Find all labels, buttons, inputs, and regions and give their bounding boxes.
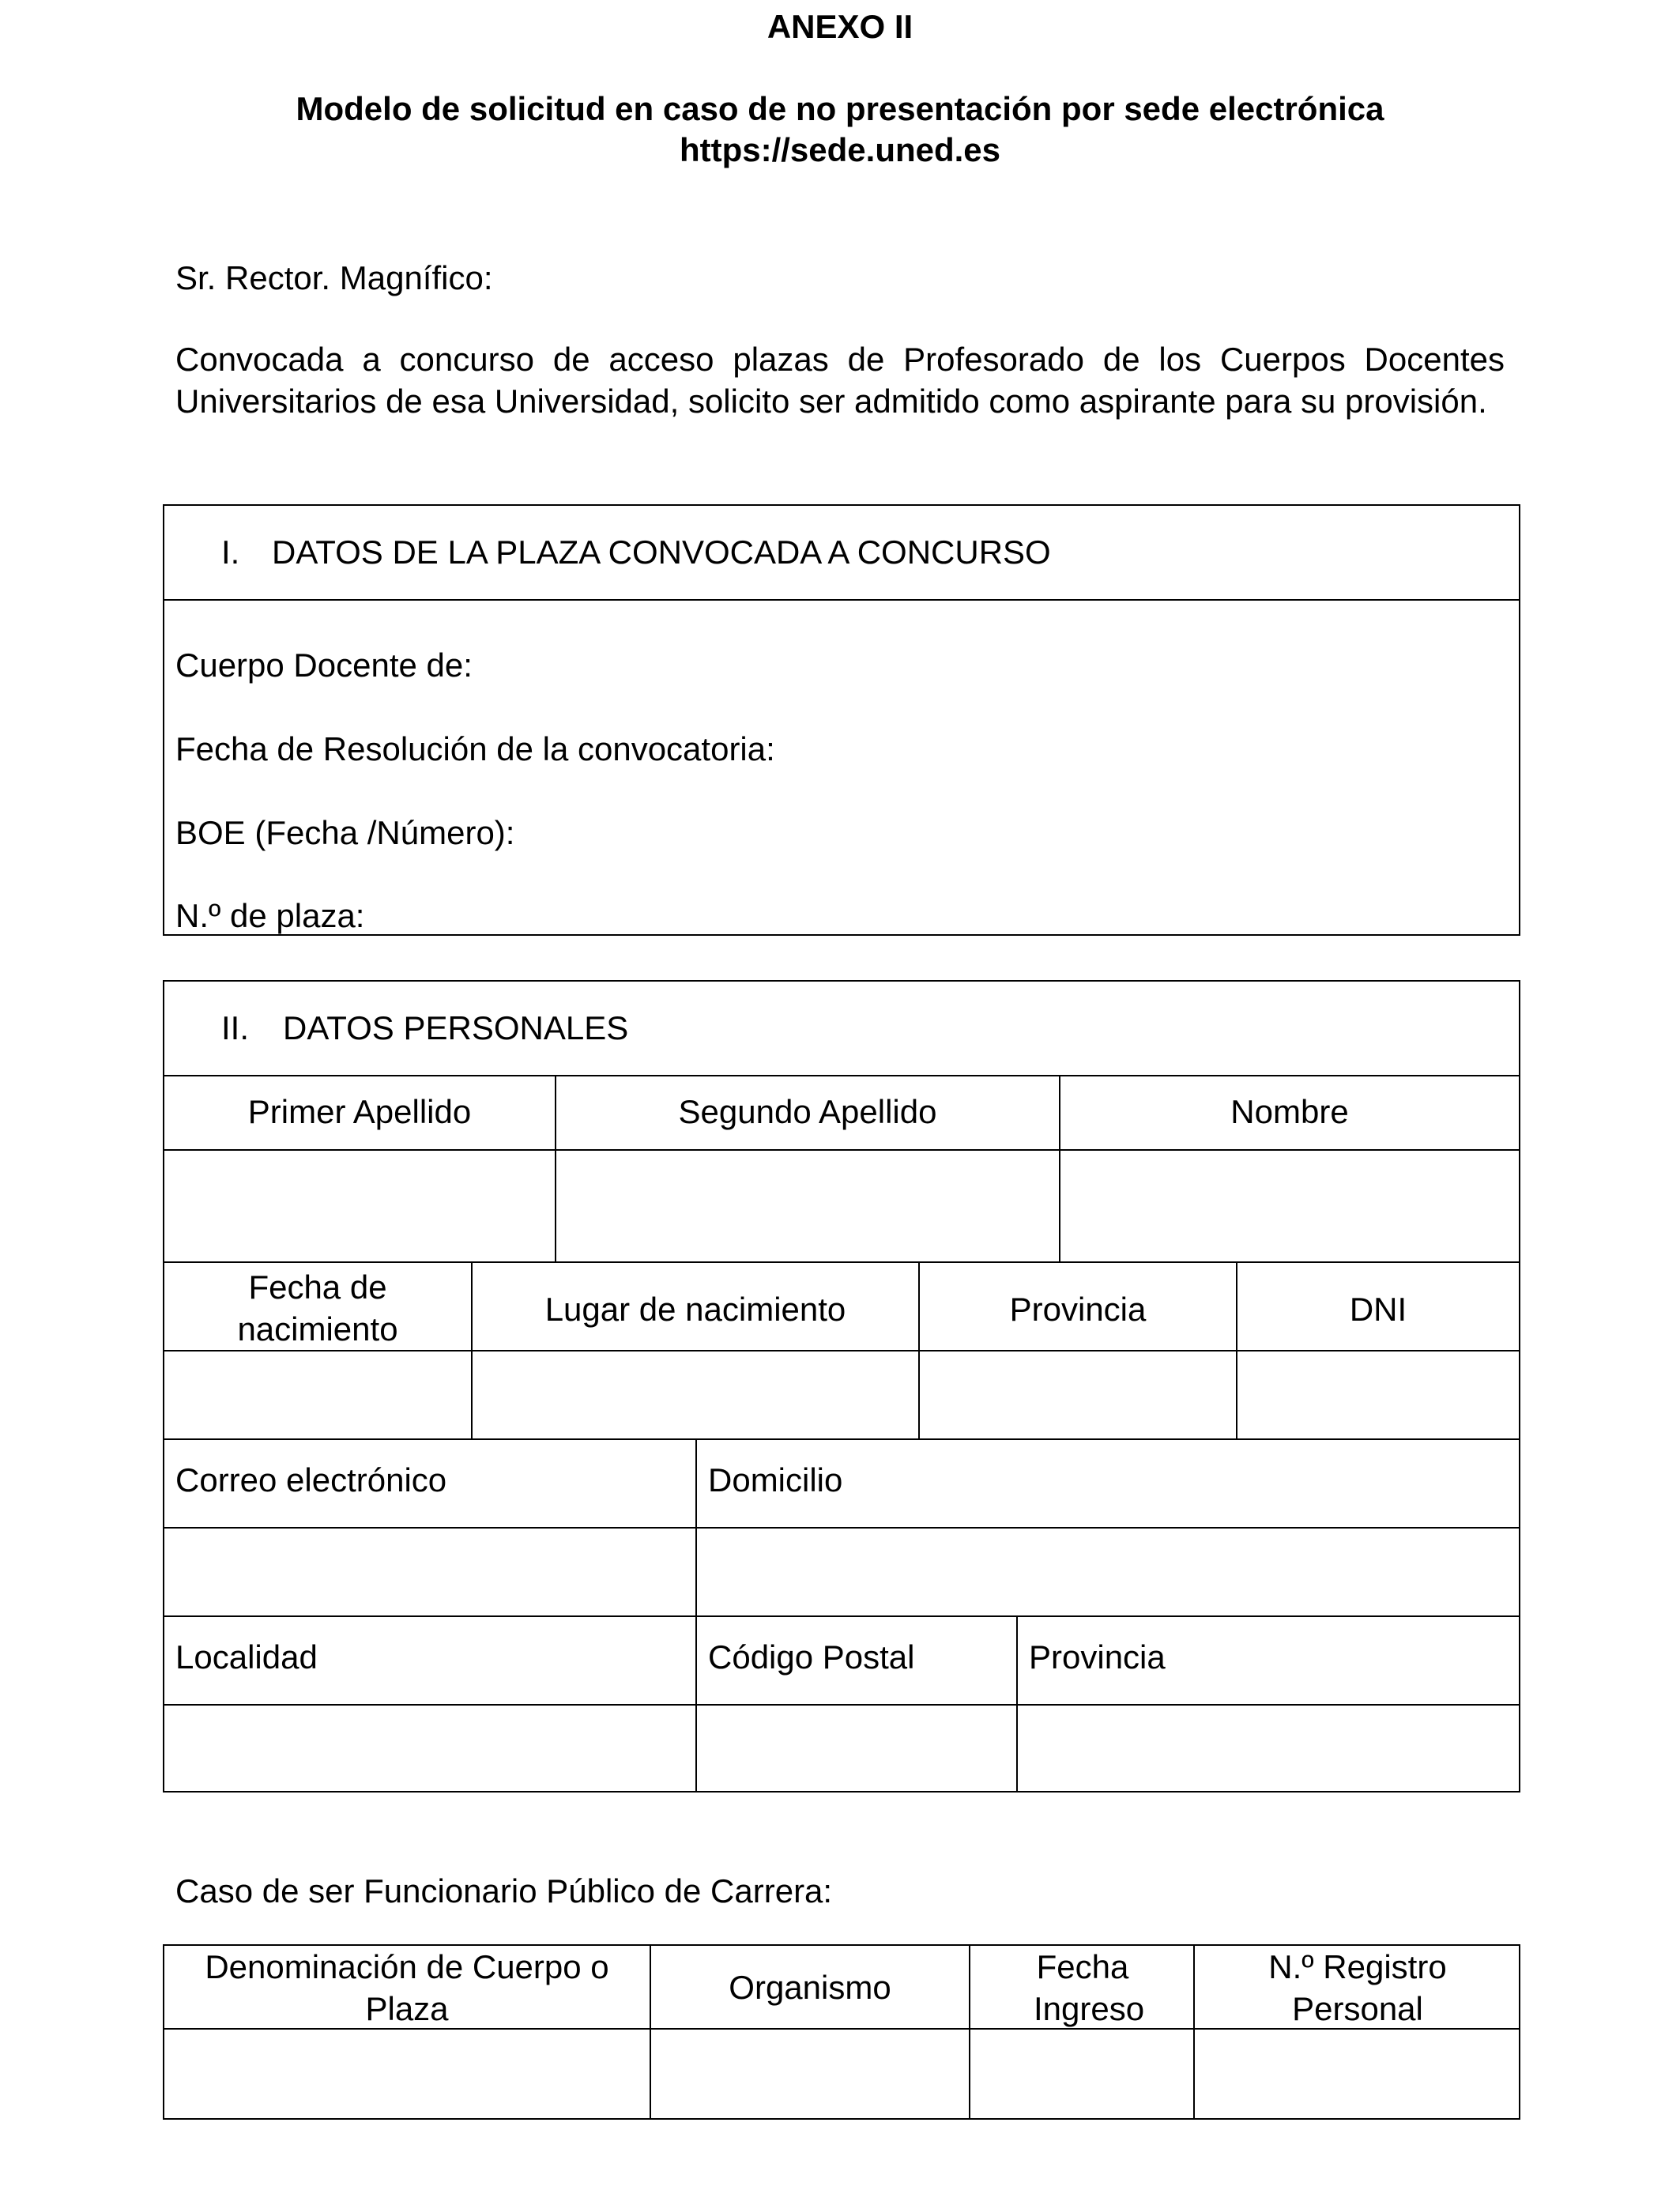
header-provincia-domicilio: Provincia [1029, 1638, 1166, 1676]
input-fecha-ingreso[interactable] [970, 2030, 1193, 2118]
input-localidad[interactable] [164, 1706, 695, 1793]
input-lugar-nacimiento[interactable] [473, 1351, 918, 1438]
header-primer-apellido: Primer Apellido [247, 1093, 472, 1130]
header-dni: DNI [1349, 1291, 1407, 1328]
header-fecha-ingreso: Fecha Ingreso [1034, 1948, 1145, 2027]
header-lugar-nacimiento: Lugar de nacimiento [544, 1291, 846, 1328]
section-plaza-divider [164, 599, 1519, 601]
header-registro-personal: N.º Registro Personal [1268, 1948, 1447, 2027]
input-segundo-apellido[interactable] [556, 1151, 1059, 1261]
input-organismo[interactable] [651, 2030, 969, 2118]
sede-url[interactable]: https://sede.uned.es [679, 131, 1001, 168]
input-codigo-postal[interactable] [697, 1706, 1016, 1793]
field-cuerpo-docente[interactable]: Cuerpo Docente de: [175, 647, 473, 684]
row-divider [164, 1615, 1519, 1617]
section-plaza-number: I. [221, 533, 240, 571]
input-provincia-nacimiento[interactable] [920, 1351, 1236, 1438]
field-fecha-resolucion[interactable]: Fecha de Resolución de la convocatoria: [175, 730, 775, 767]
input-nombre[interactable] [1060, 1151, 1519, 1261]
header-fecha-nacimiento: Fecha de nacimiento [237, 1269, 398, 1348]
career-heading: Caso de ser Funcionario Público de Carrera: [175, 1872, 833, 1909]
row-divider [164, 1261, 1519, 1263]
header-codigo-postal: Código Postal [708, 1638, 915, 1676]
row-divider [164, 1438, 1519, 1440]
input-fecha-nacimiento[interactable] [164, 1351, 471, 1438]
field-numero-plaza[interactable]: N.º de plaza: [175, 897, 365, 934]
header-nombre: Nombre [1230, 1093, 1349, 1130]
section-plaza-title: DATOS DE LA PLAZA CONVOCADA A CONCURSO [272, 533, 1051, 571]
row-divider [164, 1075, 1519, 1076]
salutation: Sr. Rector. Magnífico: [175, 259, 493, 296]
input-domicilio[interactable] [697, 1529, 1519, 1615]
section-personal-title: DATOS PERSONALES [283, 1009, 629, 1046]
header-denominacion: Denominación de Cuerpo o Plaza [205, 1948, 609, 2027]
input-correo[interactable] [164, 1529, 695, 1615]
form-subtitle: Modelo de solicitud en caso de no presentación por sede electrónica [296, 90, 1384, 127]
input-registro-personal[interactable] [1195, 2030, 1519, 2118]
input-primer-apellido[interactable] [164, 1151, 555, 1261]
header-localidad: Localidad [175, 1638, 318, 1676]
input-dni[interactable] [1237, 1351, 1519, 1438]
header-provincia-nacimiento: Provincia [1009, 1291, 1147, 1328]
section-personal-box [163, 980, 1520, 1793]
input-provincia-domicilio[interactable] [1018, 1706, 1519, 1793]
input-denominacion[interactable] [164, 2030, 650, 2118]
annex-title: ANEXO II [767, 8, 913, 45]
section-plaza-box [163, 504, 1520, 936]
header-domicilio: Domicilio [708, 1461, 843, 1498]
header-segundo-apellido: Segundo Apellido [678, 1093, 937, 1130]
career-table [163, 1944, 1520, 2120]
header-organismo: Organismo [729, 1969, 891, 2006]
header-correo: Correo electrónico [175, 1461, 447, 1498]
section-personal-number: II. [221, 1009, 250, 1046]
field-boe[interactable]: BOE (Fecha /Número): [175, 814, 515, 851]
request-paragraph: Convocada a concurso de acceso plazas de Profesorado de los Cuerpos Docentes Universitarios de esa Universidad, solicito ser admitido como aspirante para su provisión. [175, 341, 1505, 420]
